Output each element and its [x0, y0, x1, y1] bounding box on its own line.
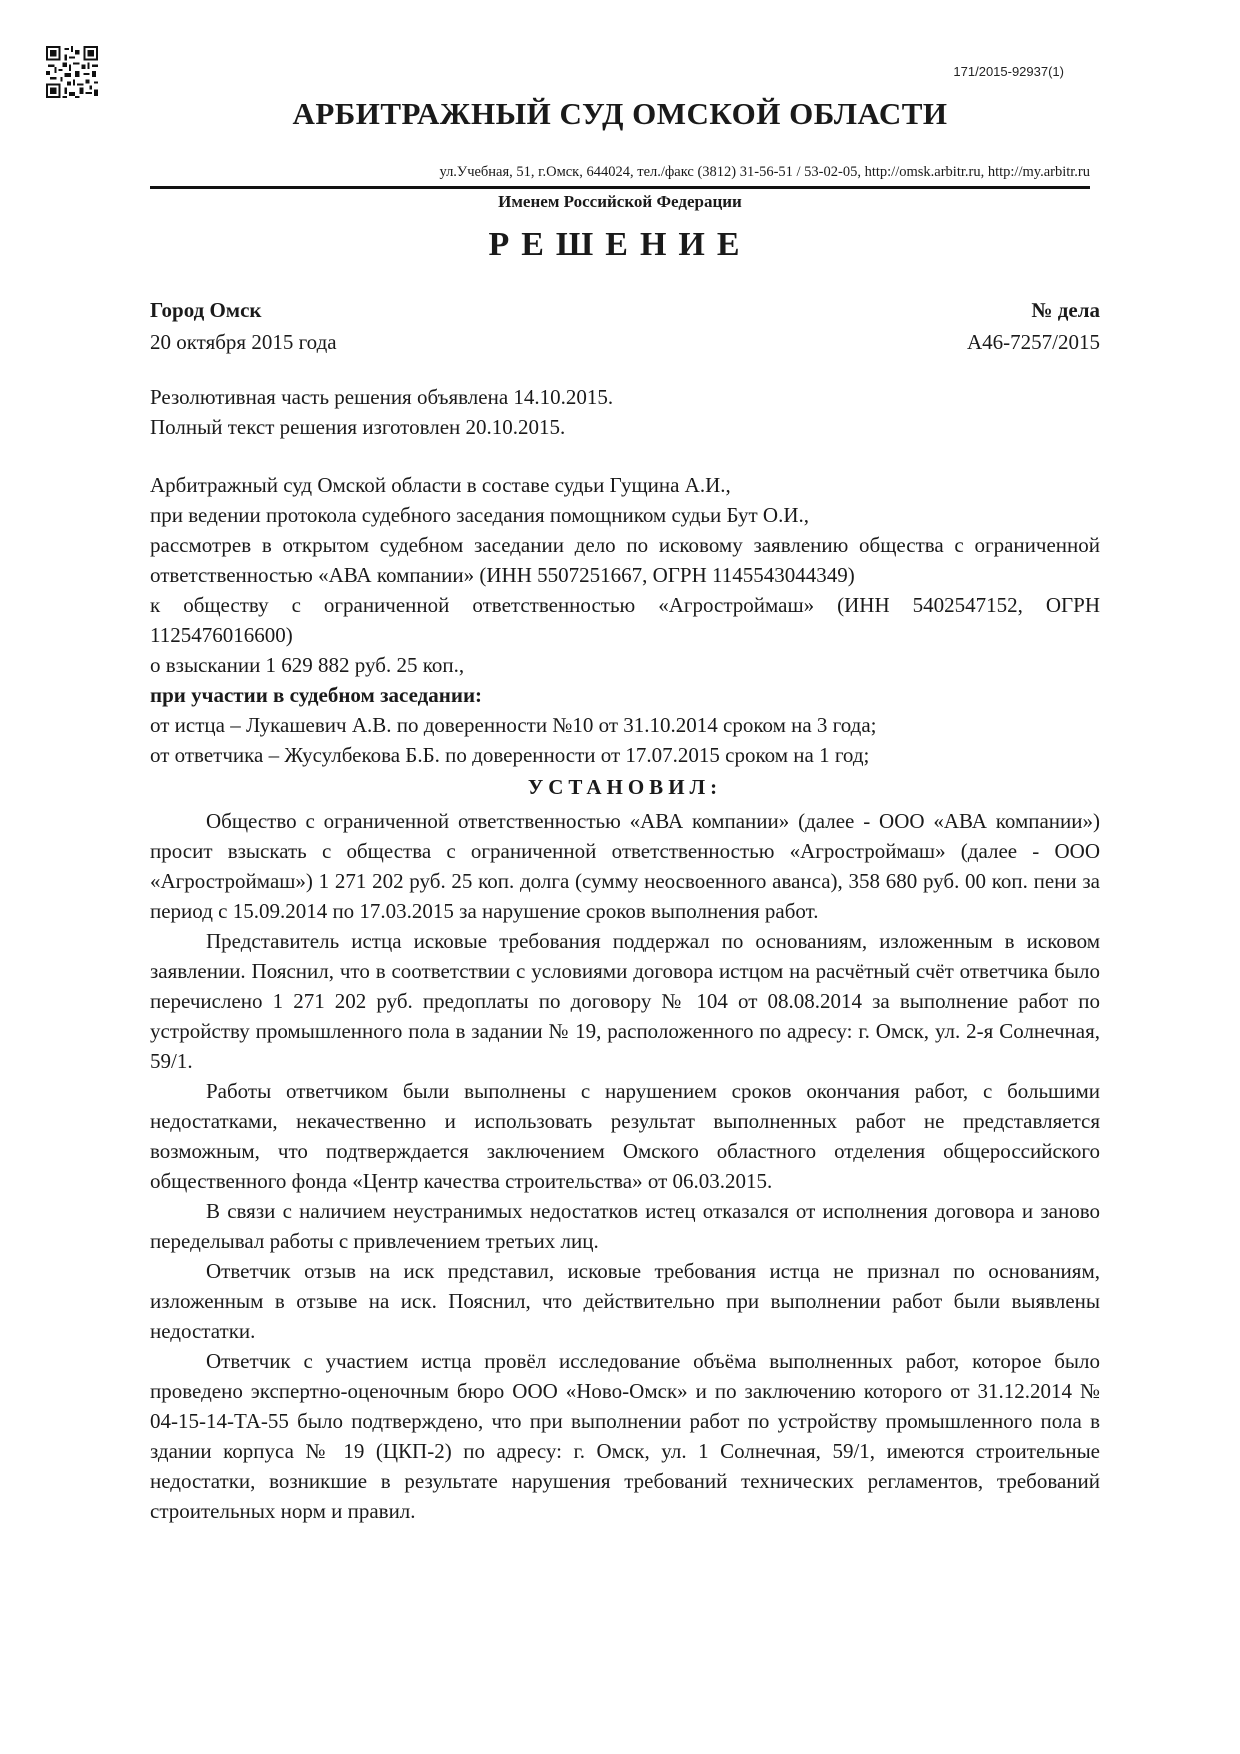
document-barcode-number: 171/2015-92937(1): [953, 64, 1064, 79]
court-name: АРБИТРАЖНЫЙ СУД ОМСКОЙ ОБЛАСТИ: [292, 96, 948, 131]
intro-line: к обществу с ограниченной ответственностью «Агростроймаш» (ИНН 5402547152, ОГРН 1125476016600): [150, 593, 1100, 647]
body-paragraph: В связи с наличием неустранимых недостатков истец отказался от исполнения договора и заново переделывал работы с привлечением третьих лиц.: [150, 1199, 1100, 1253]
defendant-representative: от ответчика – Жусулбекова Б.Б. по доверенности от 17.07.2015 сроком на 1 год;: [150, 743, 870, 767]
case-number: А46-7257/2015: [967, 330, 1100, 354]
body-paragraph: Общество с ограниченной ответственностью «АВА компании» (далее - ООО «АВА компании») просит взыскать с общества с ограниченной ответственностью «Агростроймаш» (далее - ООО «Агростроймаш») 1 271 202 руб. 25 коп. долга (сумму неосвоенного аванса), 358 680 руб. 00 коп. пени за период с 15.09.2014 по 17.03.2015 за нарушение сроков выполнения работ.: [150, 809, 1100, 923]
body-paragraph: Ответчик отзыв на иск представил, исковые требования истца не признал по основаниям, изложенным в отзыве на иск. Пояснил, что действительно при выполнении работ были выявлены недостатки.: [150, 1259, 1100, 1343]
intro-line: Арбитражный суд Омской области в составе судьи Гущина А.И.,: [150, 473, 731, 497]
section-heading: УСТАНОВИЛ:: [527, 775, 723, 799]
court-address: ул.Учебная, 51, г.Омск, 644024, тел./факс (3812) 31-56-51 / 53-02-05, http://omsk.arbitr.ru, http://my.arbitr.ru: [439, 164, 1090, 180]
plaintiff-representative: от истца – Лукашевич А.В. по доверенности №10 от 31.10.2014 сроком на 3 года;: [150, 713, 877, 737]
case-label: № дела: [1031, 298, 1100, 322]
participation-label: при участии в судебном заседании:: [150, 683, 483, 707]
document-title: РЕШЕНИЕ: [488, 226, 752, 263]
announcement-block: [150, 382, 1100, 442]
header-divider: [150, 186, 1090, 189]
city: Город Омск: [150, 298, 262, 322]
intro-line: рассмотрев в открытом судебном заседании дело по исковому заявлению общества с ограниченной ответственностью «АВА компании» (ИНН 5507251667, ОГРН 1145543044349): [150, 533, 1100, 587]
qr-code-icon: [46, 46, 98, 98]
announcement-line: Резолютивная часть решения объявлена 14.10.2015.: [150, 385, 614, 409]
header-left-block: [150, 294, 337, 358]
decision-date: 20 октября 2015 года: [150, 330, 337, 354]
intro-line: о взыскании 1 629 882 руб. 25 коп.,: [150, 653, 465, 677]
body-paragraph: Ответчик с участием истца провёл исследование объёма выполненных работ, которое было проведено экспертно-оценочным бюро ООО «Ново-Омск» и по заключению которого от 31.12.2014 № 04-15-14-ТА-55 было подтверждено, что при выполнении работ по устройству промышленного пола в здании корпуса № 19 (ЦКП-2) по адресу: г. Омск, ул. 1 Солнечная, 59/1, имеются строительные недостатки, возникшие в результате нарушения требований технических регламентов, требований строительных норм и правил.: [150, 1349, 1100, 1523]
announcement-line: Полный текст решения изготовлен 20.10.2015.: [150, 415, 566, 439]
intro-block: [150, 470, 1100, 1526]
body-paragraph: Представитель истца исковые требования поддержал по основаниям, изложенным в исковом заявлении. Пояснил, что в соответствии с условиями договора истцом на расчётный счёт ответчика было перечислено 1 271 202 руб. предоплаты по договору № 104 от 08.08.2014 за выполнение работ по устройству промышленного пола в задании № 19, расположенного по адресу: г. Омск, ул. 2-я Солнечная, 59/1.: [150, 929, 1100, 1073]
header-right-block: [967, 294, 1100, 358]
intro-line: при ведении протокола судебного заседания помощником судьи Бут О.И.,: [150, 503, 809, 527]
body-paragraph: Работы ответчиком были выполнены с нарушением сроков окончания работ, с большими недостатками, некачественно и использовать результат выполненных работ не представляется возможным, что подтверждается заключением Омского областного отделения общероссийского общественного фонда «Центр качества строительства» от 06.03.2015.: [150, 1079, 1100, 1193]
federation-line: Именем Российской Федерации: [498, 192, 742, 211]
